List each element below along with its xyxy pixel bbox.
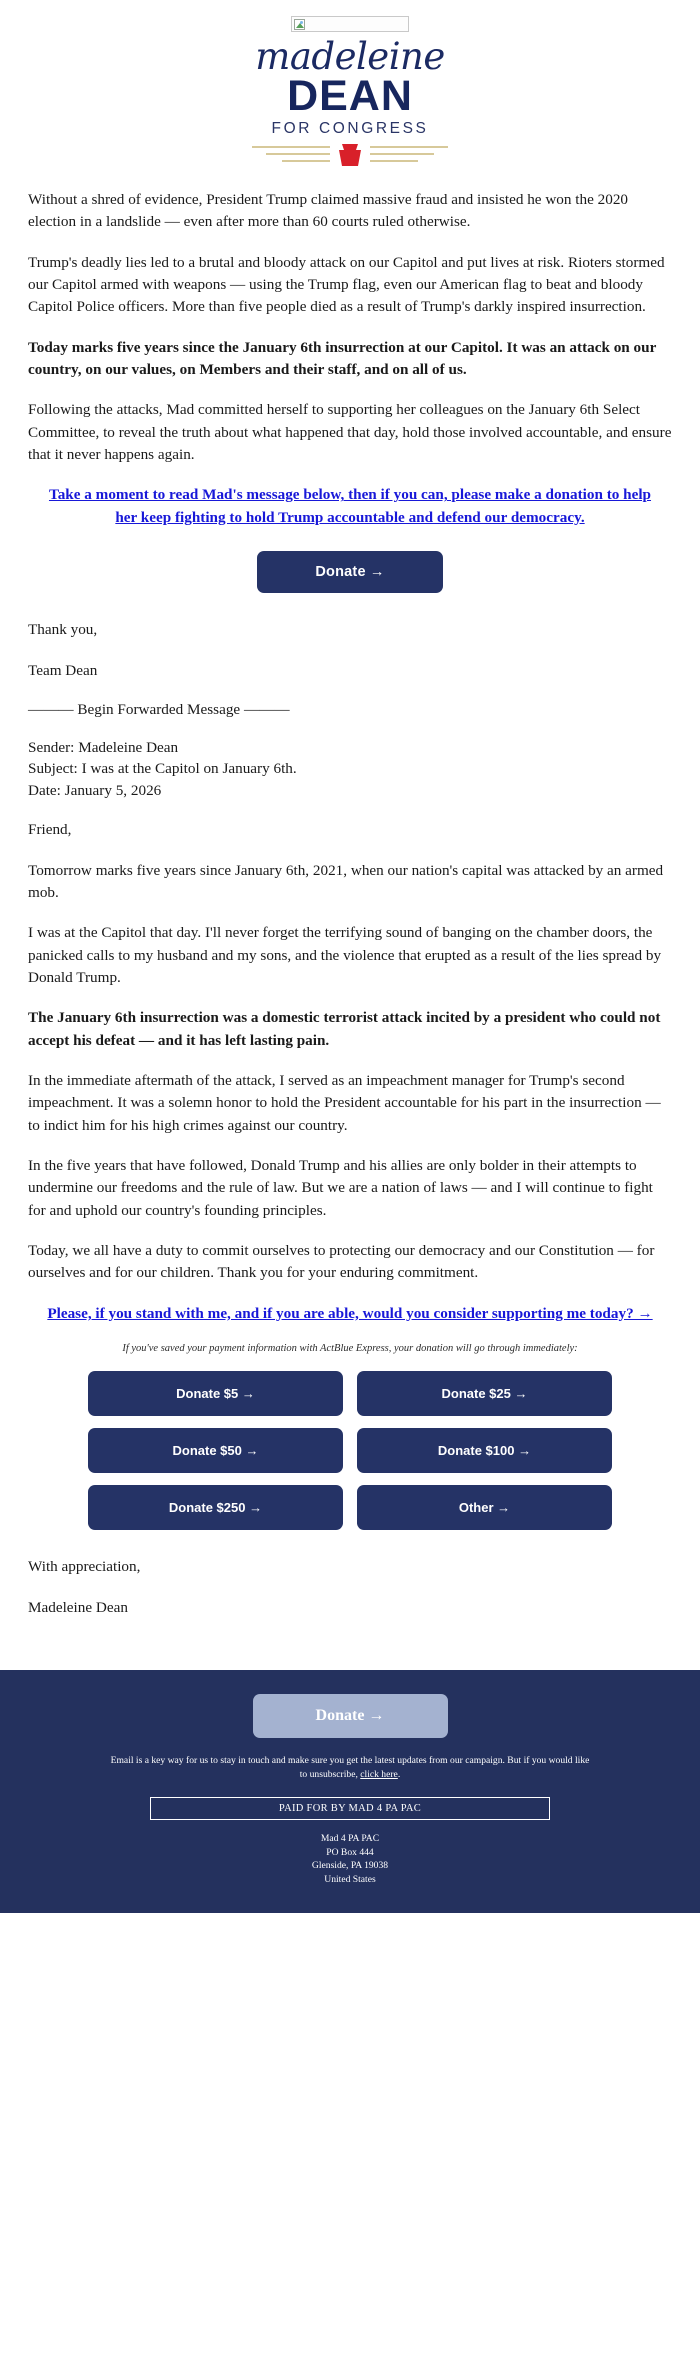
donate-amount-button[interactable]: Donate $250 → — [88, 1485, 343, 1530]
donate-button-primary[interactable]: Donate → — [257, 551, 443, 593]
meta-sender: Sender: Madeleine Dean — [28, 738, 179, 756]
meta-date: Date: January 5, 2026 — [28, 781, 162, 799]
address-country: United States — [324, 1874, 376, 1886]
paragraph-committee: Following the attacks, Mad committed herself to supporting her colleagues on the January 6th Select Committee, to reveal the truth about what happened that day, hold those involved accountable, and ensure that it never happens again. — [28, 401, 672, 463]
meta-subject: Subject: I was at the Capitol on January 6th. — [28, 760, 297, 778]
donate-amount-button[interactable]: Donate $100 → — [357, 1428, 612, 1473]
broken-image-placeholder — [291, 16, 409, 32]
paragraph-attack: Trump's deadly lies led to a brutal and bloody attack on our Capitol and put lives at risk. Rioters stormed our Capitol armed with weapons — using the Trump flag, even our American flag to beat and bloody Capitol Police officers. More than five people died as a result of Trump's darkly inspired insurrection. — [28, 253, 665, 316]
forwarded-paragraph-3-bold: The January 6th insurrection was a domestic terrorist attack incited by a president who could not accept his defeat — and it has left lasting pain. — [28, 1009, 661, 1049]
forwarded-meta — [28, 737, 672, 802]
email-header — [0, 0, 700, 171]
address-org: Mad 4 PA PAC — [320, 1832, 380, 1844]
primary-donate-row — [28, 551, 672, 593]
forwarded-paragraph-6: Today, we all have a duty to commit ourselves to protecting our democracy and our Constitution — for ourselves and for our children. Thank you for your enduring commitment. — [28, 1242, 655, 1282]
donate-button-footer[interactable]: Donate → — [253, 1694, 448, 1738]
greeting: Friend, — [28, 821, 72, 839]
logo-script-name: madeleine — [255, 35, 445, 78]
broken-image-icon — [294, 19, 305, 30]
team-signature: Team Dean — [28, 661, 98, 679]
read-message-link-wrap — [28, 484, 672, 529]
forwarded-paragraph-4: In the immediate aftermath of the attack, I served as an impeachment manager for Trump's second impeachment. It was a solemn honor to hold the President accountable for his part in the insurrection — to indict him for his high crimes against our country. — [28, 1072, 661, 1134]
logo-tagline: FOR CONGRESS — [271, 119, 429, 137]
footer-disclaimer-post: . — [397, 1769, 401, 1781]
pennsylvania-keystone-icon — [337, 143, 363, 167]
unsubscribe-link[interactable]: click here — [360, 1769, 398, 1781]
forwarded-paragraph-1: Tomorrow marks five years since January 6th, 2021, when our nation's capital was attacked by an armed mob. — [28, 861, 664, 901]
address-po-box: PO Box 444 — [326, 1846, 374, 1858]
donation-amount-grid — [28, 1371, 672, 1530]
closing-line: With appreciation, — [28, 1558, 141, 1576]
donate-amount-button[interactable]: Donate $50 → — [88, 1428, 343, 1473]
forwarded-message-divider: ——— Begin Forwarded Message ——— — [28, 700, 290, 718]
footer-address — [20, 1832, 680, 1888]
paragraph-anniversary-bold: Today marks five years since the January 6th insurrection at our Capitol. It was an attack on our country, on our values, on Members and their staff, and on all of us. — [28, 338, 657, 378]
address-city-state-zip: Glenside, PA 19038 — [311, 1860, 389, 1872]
signature-name: Madeleine Dean — [28, 1599, 128, 1617]
email-footer — [0, 1670, 700, 1913]
paid-for-disclaimer: PAID FOR BY MAD 4 PA PAC — [150, 1797, 550, 1820]
read-message-link[interactable]: Take a moment to read Mad's message below, then if you can, please make a donation to help her keep fighting to hold Trump accountable and defend our democracy. — [48, 486, 652, 526]
thank-you-line: Thank you, — [28, 620, 98, 638]
logo-surname: DEAN — [287, 71, 413, 120]
logo-decorative-rule — [252, 143, 448, 167]
footer-disclaimer — [110, 1754, 590, 1783]
email-content — [0, 171, 700, 1644]
donate-amount-button-other[interactable]: Other → — [357, 1485, 612, 1530]
actblue-express-note: If you've saved your payment information with ActBlue Express, your donation will go through immediately: — [122, 1342, 578, 1354]
support-link-wrap — [28, 1303, 672, 1326]
forwarded-paragraph-2: I was at the Capitol that day. I'll never forget the terrifying sound of banging on the chamber doors, the panicked calls to my husband and my sons, and the violence that erupted as a result of the lies spread by Donald Trump. — [28, 924, 662, 987]
paragraph-intro: Without a shred of evidence, President Trump claimed massive fraud and insisted he won the 2020 election in a landslide — even after more than 60 courts ruled otherwise. — [28, 190, 629, 231]
donate-amount-button[interactable]: Donate $25 → — [357, 1371, 612, 1416]
forwarded-paragraph-5: In the five years that have followed, Donald Trump and his allies are only bolder in their attempts to undermine our freedoms and the rule of law. But we are a nation of laws — and I will continue to fight for and uphold our country's founding principles. — [28, 1157, 653, 1219]
footer-disclaimer-pre: Email is a key way for us to stay in touch and make sure you get the latest updates from our campaign. But if you would like to unsubscribe, — [110, 1754, 590, 1781]
support-today-link[interactable]: Please, if you stand with me, and if you are able, would you consider supporting me today? → — [47, 1304, 653, 1322]
donate-amount-button[interactable]: Donate $5 → — [88, 1371, 343, 1416]
